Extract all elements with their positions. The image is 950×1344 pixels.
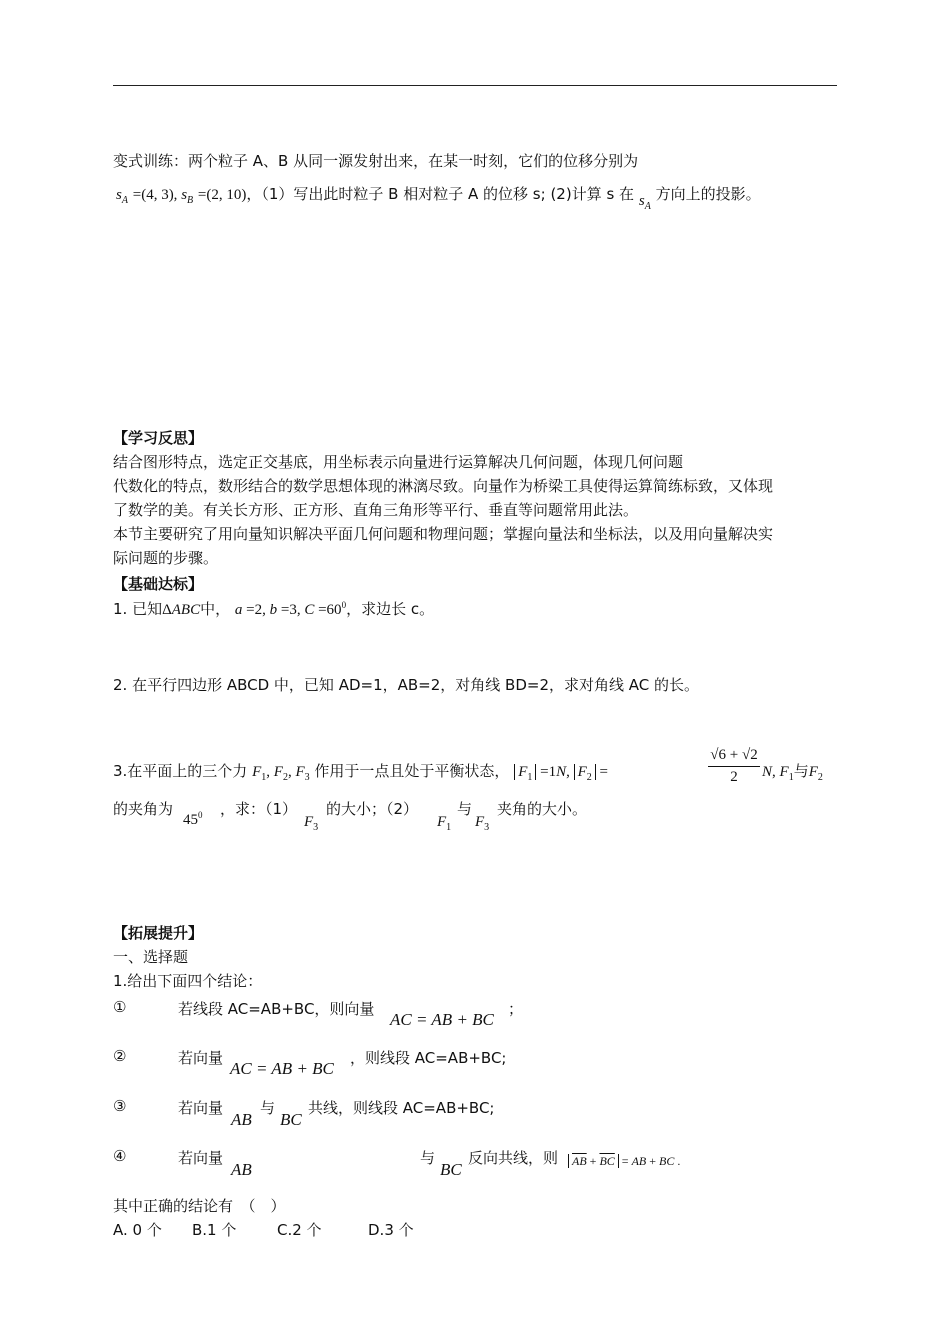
basic-q1: 1. 已知ΔABC中， a =2, b =3, $C =60^0$，求边长 c。	[113, 600, 435, 618]
reflection-p2: 代数化的特点，数形结合的数学思想体现的淋漓尽致。向量作为桥梁工具使得运算简练标致，又体现	[113, 477, 774, 495]
basic-q3-part2: 的大小；（2）	[326, 800, 419, 818]
item-1-vector: AC = AB + BC	[390, 1010, 494, 1029]
fraction: √6 + √2 2	[708, 747, 760, 786]
option-d: D.3 个	[368, 1221, 414, 1239]
header-rule	[113, 85, 837, 86]
variant-line2: $s_A =(4$, 3), $s_B =(2$, 10)，（1）写出此时粒子 B 相对粒子 A 的位移 s; (2)计算 s 在 $s_A$ 方向上的投影。	[116, 185, 761, 212]
reflection-p1: 结合图形特点，选定正交基底，用坐标表示向量进行运算解决几何问题，体现几何问题	[113, 453, 684, 471]
variant-line1: 变式训练：两个粒子 A、B 从同一源发射出来，在某一时刻，它们的位移分别为	[113, 152, 639, 170]
item-4-num: ④	[113, 1147, 127, 1165]
extension-question: 其中正确的结论有 （ ）	[113, 1197, 286, 1215]
item-4-formula: $\overline{AB} + \overline{BC}$ = AB + BC .	[568, 1154, 680, 1169]
basic-q3-part1: ，求：（1）	[220, 800, 298, 818]
option-a: A. 0 个	[113, 1221, 162, 1239]
item-2-text: 若向量	[178, 1049, 224, 1067]
item-3-text: 若向量	[178, 1099, 224, 1117]
basic-q3-line2: 的夹角为	[113, 800, 174, 818]
reflection-p4: 本节主要研究了用向量知识解决平面几何问题和物理问题；掌握向量法和坐标法，以及用向量解决实	[113, 525, 774, 543]
item-3-num: ③	[113, 1097, 127, 1115]
extension-q1: 1.给出下面四个结论：	[113, 972, 263, 990]
sa-formula: $s_A$	[116, 187, 128, 206]
reflection-p3: 了数学的美。有关长方形、正方形、直角三角形等平行、垂直等问题常用此法。	[113, 501, 639, 519]
basic-q2: 2. 在平行四边形 ABCD 中，已知 AD=1，AB=2，对角线 BD=2，求对角线 AC 的长。	[113, 676, 700, 694]
option-c: C.2 个	[277, 1221, 322, 1239]
item-1-text: 若线段 AC=AB+BC，则向量	[178, 1000, 375, 1018]
basic-q3-line1: 3.在平面上的三个力 $F_1$, $F_2$, $F_3$ 作用于一点且处于平衡状态， $F_1 =1N$, $F_2$ =	[113, 762, 608, 783]
extension-section: 一、选择题	[113, 948, 189, 966]
angle-45: $45^0$	[183, 810, 203, 828]
reflection-p5: 际问题的步骤。	[113, 549, 219, 567]
basic-q3-line1-end: N, $F_1$与$F_2$	[762, 762, 823, 783]
extension-heading: 【拓展提升】	[113, 924, 204, 942]
option-b: B.1 个	[192, 1221, 237, 1239]
basic-heading: 【基础达标】	[113, 575, 204, 593]
item-2-vector: AC = AB + BC	[230, 1059, 334, 1078]
item-1-num: ①	[113, 998, 127, 1016]
reflection-heading: 【学习反思】	[113, 429, 204, 447]
item-4-text: 若向量	[178, 1149, 224, 1167]
item-2-num: ②	[113, 1047, 127, 1065]
